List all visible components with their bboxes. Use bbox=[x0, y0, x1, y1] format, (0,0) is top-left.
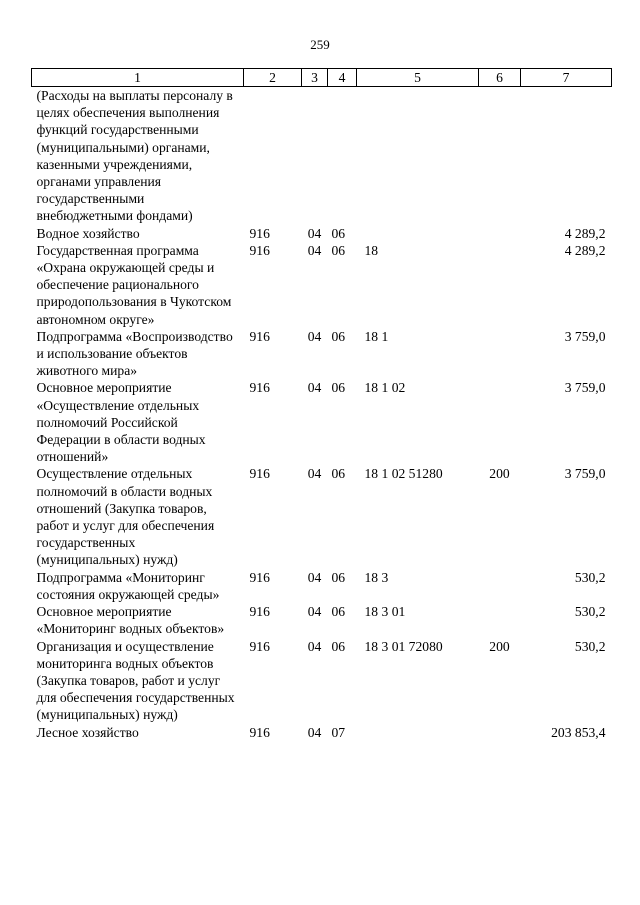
row-expense-type bbox=[479, 569, 521, 603]
column-header-3: 3 bbox=[302, 69, 328, 87]
row-section: 04 bbox=[307, 638, 322, 654]
row-amount: 4 289,2 bbox=[564, 225, 606, 241]
row-name: Осуществление отдельных полномочий в области водных отношений (Закупка товаров, работ и услуг для обеспечения государственных (муниципальных) нужд) bbox=[36, 466, 215, 568]
row-name: Государственная программа «Охрана окружающей среды и обеспечение рационального природопользования в Чукотском автономном округе» bbox=[36, 242, 232, 327]
row-target-article bbox=[357, 87, 479, 225]
table-body bbox=[32, 87, 612, 741]
row-target-article bbox=[357, 225, 479, 242]
row-section bbox=[302, 87, 328, 225]
row-expense-type bbox=[479, 603, 521, 637]
row-target-article: 18 1 02 bbox=[364, 380, 406, 396]
row-section: 04 bbox=[307, 569, 322, 585]
page-number: 259 bbox=[310, 37, 330, 52]
row-amount: 3 759,0 bbox=[564, 380, 606, 396]
row-amount: 4 289,2 bbox=[564, 242, 606, 258]
row-amount: 530,2 bbox=[574, 569, 606, 585]
row-target-article bbox=[357, 724, 479, 741]
row-amount: 3 759,0 bbox=[564, 328, 606, 344]
row-name: (Расходы на выплаты персоналу в целях обеспечения выполнения функций государственными (муниципальными) органами, казенными учреждениями, органами управления государственными внебюджетными фондами) bbox=[36, 88, 233, 224]
row-admin-code: 916 bbox=[249, 328, 270, 344]
row-section: 04 bbox=[307, 380, 322, 396]
row-admin-code: 916 bbox=[249, 466, 270, 482]
row-expense-type bbox=[479, 328, 521, 380]
row-name: Подпрограмма «Воспроизводство и использование объектов животного мира» bbox=[36, 328, 233, 379]
row-admin-code: 916 bbox=[249, 604, 270, 620]
table-row bbox=[32, 328, 612, 380]
row-name: Организация и осуществление мониторинга водных объектов (Закупка товаров, работ и услуг для обеспечения государственных (муниципальных) нужд) bbox=[36, 638, 235, 723]
row-subsection bbox=[328, 87, 357, 225]
row-admin-code: 916 bbox=[249, 225, 270, 241]
row-expense-type bbox=[479, 379, 521, 465]
table-row bbox=[32, 465, 612, 568]
row-section: 04 bbox=[307, 242, 322, 258]
row-admin-code: 916 bbox=[249, 242, 270, 258]
row-amount: 530,2 bbox=[574, 638, 606, 654]
row-section: 04 bbox=[307, 466, 322, 482]
row-admin-code: 916 bbox=[249, 380, 270, 396]
row-subsection: 06 bbox=[331, 466, 346, 482]
row-expense-type bbox=[479, 724, 521, 741]
row-target-article: 18 3 bbox=[364, 569, 389, 585]
row-subsection: 07 bbox=[331, 724, 346, 740]
column-header-7: 7 bbox=[521, 69, 612, 87]
table-row bbox=[32, 379, 612, 465]
row-name: Лесное хозяйство bbox=[36, 724, 139, 740]
row-section: 04 bbox=[307, 724, 322, 740]
table-row bbox=[32, 569, 612, 603]
row-target-article: 18 3 01 72080 bbox=[364, 638, 443, 654]
row-name: Подпрограмма «Мониторинг состояния окружающей среды» bbox=[36, 569, 220, 602]
row-subsection: 06 bbox=[331, 225, 346, 241]
row-target-article: 18 bbox=[364, 242, 379, 258]
column-header-2: 2 bbox=[244, 69, 302, 87]
column-header-5: 5 bbox=[357, 69, 479, 87]
row-expense-type bbox=[479, 87, 521, 225]
table-header bbox=[32, 69, 612, 87]
row-target-article: 18 1 bbox=[364, 328, 389, 344]
row-expense-type bbox=[479, 242, 521, 328]
row-expense-type bbox=[479, 225, 521, 242]
row-admin-code: 916 bbox=[249, 638, 270, 654]
row-subsection: 06 bbox=[331, 328, 346, 344]
table-row bbox=[32, 87, 612, 225]
row-amount: 530,2 bbox=[574, 604, 606, 620]
row-amount: 203 853,4 bbox=[551, 724, 606, 740]
row-target-article: 18 3 01 bbox=[364, 604, 406, 620]
table-row bbox=[32, 603, 612, 637]
header-row bbox=[32, 69, 612, 87]
row-admin-code bbox=[244, 87, 302, 225]
row-expense-type: 200 bbox=[489, 638, 510, 654]
column-header-6: 6 bbox=[479, 69, 521, 87]
table-row bbox=[32, 225, 612, 242]
row-subsection: 06 bbox=[331, 380, 346, 396]
table-row bbox=[32, 724, 612, 741]
row-subsection: 06 bbox=[331, 242, 346, 258]
row-name: Основное мероприятие «Мониторинг водных объектов» bbox=[36, 604, 225, 637]
budget-table bbox=[31, 68, 612, 741]
row-amount: 3 759,0 bbox=[564, 466, 606, 482]
table-row bbox=[32, 638, 612, 724]
row-subsection: 06 bbox=[331, 569, 346, 585]
row-section: 04 bbox=[307, 604, 322, 620]
row-admin-code: 916 bbox=[249, 724, 270, 740]
row-expense-type: 200 bbox=[489, 466, 510, 482]
row-section: 04 bbox=[307, 328, 322, 344]
column-header-1: 1 bbox=[32, 69, 244, 87]
column-header-4: 4 bbox=[328, 69, 357, 87]
row-target-article: 18 1 02 51280 bbox=[364, 466, 443, 482]
row-name: Основное мероприятие «Осуществление отдельных полномочий Российской Федерации в области водных отношений» bbox=[36, 380, 206, 465]
table-row bbox=[32, 242, 612, 328]
row-admin-code: 916 bbox=[249, 569, 270, 585]
row-subsection: 06 bbox=[331, 638, 346, 654]
row-section: 04 bbox=[307, 225, 322, 241]
row-amount bbox=[521, 87, 612, 225]
row-subsection: 06 bbox=[331, 604, 346, 620]
row-name: Водное хозяйство bbox=[36, 225, 140, 241]
